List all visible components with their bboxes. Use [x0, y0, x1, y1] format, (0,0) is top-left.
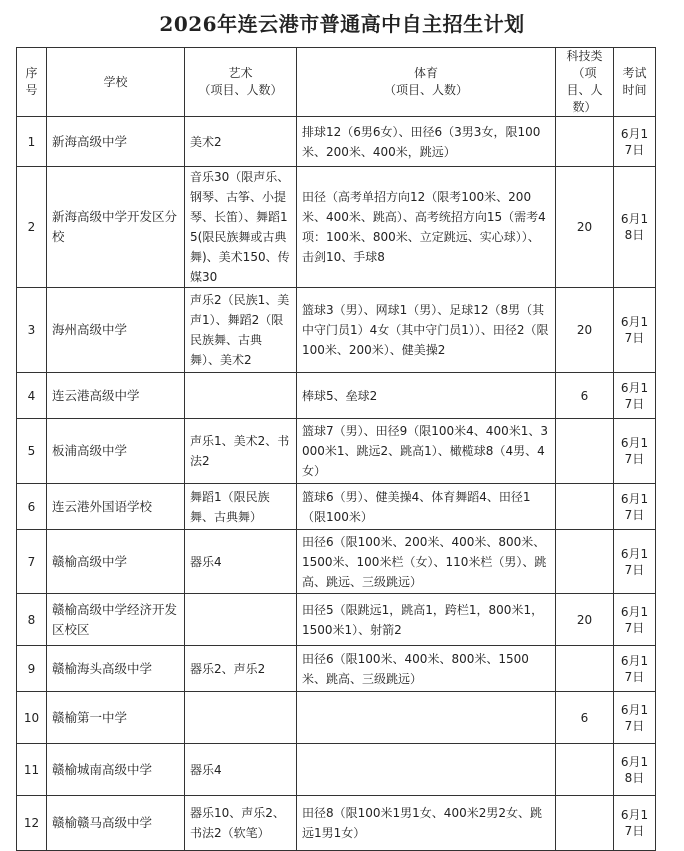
- cell-school: 新海高级中学: [47, 117, 185, 167]
- cell-sports: 排球12（6男6女）、田径6（3男3女，限100米、200米、400米，跳远）: [297, 117, 556, 167]
- cell-exam-date: 6月17日: [614, 796, 656, 851]
- cell-exam-date: 6月17日: [614, 288, 656, 373]
- cell-art: 舞蹈1（限民族舞、古典舞）: [185, 484, 297, 530]
- cell-art: 器乐2、声乐2: [185, 646, 297, 692]
- cell-sports: 田径6（限100米、400米、800米、1500米、跳高、三级跳远）: [297, 646, 556, 692]
- cell-number: 10: [17, 692, 47, 744]
- cell-sports: 篮球3（男）、网球1（男）、足球12（8男（其中守门员1）4女（其中守门员1））、田径2（限100米、200米）、健美操2: [297, 288, 556, 373]
- cell-sports: 棒球5、垒球2: [297, 373, 556, 419]
- cell-school: 赣榆高级中学经济开发区校区: [47, 594, 185, 646]
- cell-science: [556, 484, 614, 530]
- cell-number: 8: [17, 594, 47, 646]
- cell-art: 美术2: [185, 117, 297, 167]
- table-row: [17, 646, 656, 692]
- cell-art: 音乐30（限声乐、钢琴、古筝、小提琴、长笛）、舞蹈15(限民族舞或古典舞)、美术150、传媒30: [185, 167, 297, 288]
- table-row: [17, 594, 656, 646]
- cell-number: 7: [17, 530, 47, 594]
- table-row: [17, 373, 656, 419]
- cell-sports: 田径6（限100米、200米、400米、800米、1500米、100米栏（女）、110米栏（男）、跳高、跳远、三级跳远）: [297, 530, 556, 594]
- table-row: [17, 484, 656, 530]
- cell-number: 2: [17, 167, 47, 288]
- cell-number: 12: [17, 796, 47, 851]
- cell-sports: 篮球7（男）、田径9（限100米4、400米1、3000米1、跳远2、跳高1）、橄榄球8（4男、4女）: [297, 419, 556, 484]
- cell-art: 器乐10、声乐2、书法2（软笔）: [185, 796, 297, 851]
- cell-school: 赣榆海头高级中学: [47, 646, 185, 692]
- cell-science: [556, 117, 614, 167]
- cell-art: [185, 692, 297, 744]
- cell-science: 20: [556, 594, 614, 646]
- cell-art: [185, 373, 297, 419]
- cell-sports: 田径8（限100米1男1女、400米2男2女、跳远1男1女）: [297, 796, 556, 851]
- table-row: [17, 796, 656, 851]
- cell-number: 4: [17, 373, 47, 419]
- table-row: [17, 419, 656, 484]
- table-row: [17, 167, 656, 288]
- table-row: [17, 744, 656, 796]
- cell-science: [556, 419, 614, 484]
- page-title: 2026年连云港市普通高中自主招生计划: [159, 12, 525, 36]
- table-row: [17, 288, 656, 373]
- cell-art: 器乐4: [185, 744, 297, 796]
- table-row: [17, 692, 656, 744]
- cell-science: [556, 646, 614, 692]
- header-art: [185, 48, 297, 117]
- cell-art: 声乐2（民族1、美声1）、舞蹈2（限民族舞、古典舞）、美术2: [185, 288, 297, 373]
- cell-school: 赣榆高级中学: [47, 530, 185, 594]
- cell-science: 20: [556, 288, 614, 373]
- cell-science: [556, 796, 614, 851]
- header-art-label: 艺术: [228, 66, 253, 80]
- cell-art: 声乐1、美术2、书法2: [185, 419, 297, 484]
- cell-exam-date: 6月17日: [614, 594, 656, 646]
- header-sports-sub: （项目、人数）: [383, 83, 468, 97]
- cell-school: 赣榆第一中学: [47, 692, 185, 744]
- cell-exam-date: 6月17日: [614, 484, 656, 530]
- admission-plan-table: [16, 47, 656, 851]
- cell-school: 赣榆城南高级中学: [47, 744, 185, 796]
- cell-science: 6: [556, 373, 614, 419]
- header-sports: [297, 48, 556, 117]
- cell-exam-date: 6月17日: [614, 646, 656, 692]
- cell-science: 6: [556, 692, 614, 744]
- cell-exam-date: 6月17日: [614, 117, 656, 167]
- cell-exam-date: 6月17日: [614, 692, 656, 744]
- header-sports-label: 体育: [413, 66, 438, 80]
- header-sci: 科技类（项目、人数）: [556, 48, 614, 117]
- cell-exam-date: 6月18日: [614, 744, 656, 796]
- cell-number: 9: [17, 646, 47, 692]
- cell-number: 3: [17, 288, 47, 373]
- header-row: [17, 48, 656, 117]
- cell-number: 11: [17, 744, 47, 796]
- cell-school: 新海高级中学开发区分校: [47, 167, 185, 288]
- cell-school: 连云港高级中学: [47, 373, 185, 419]
- cell-school: 海州高级中学: [47, 288, 185, 373]
- cell-science: 20: [556, 167, 614, 288]
- cell-sports: [297, 744, 556, 796]
- header-school: 学校: [47, 48, 185, 117]
- cell-science: [556, 744, 614, 796]
- cell-number: 1: [17, 117, 47, 167]
- cell-sports: 田径（高考单招方向12（限考100米、200米、400米、跳高）、高考统招方向15（需考4项：100米、800米、立定跳远、实心球））、击剑10、手球8: [297, 167, 556, 288]
- table-row: [17, 117, 656, 167]
- cell-art: [185, 594, 297, 646]
- cell-school: 连云港外国语学校: [47, 484, 185, 530]
- cell-science: [556, 530, 614, 594]
- cell-exam-date: 6月17日: [614, 530, 656, 594]
- header-no: 序号: [17, 48, 47, 117]
- cell-school: 板浦高级中学: [47, 419, 185, 484]
- cell-sports: 篮球6（男）、健美操4、体育舞蹈4、田径1（限100米）: [297, 484, 556, 530]
- cell-number: 6: [17, 484, 47, 530]
- cell-school: 赣榆赣马高级中学: [47, 796, 185, 851]
- cell-sports: 田径5（限跳远1，跳高1，跨栏1，800米1，1500米1）、射箭2: [297, 594, 556, 646]
- cell-exam-date: 6月18日: [614, 167, 656, 288]
- cell-number: 5: [17, 419, 47, 484]
- cell-sports: [297, 692, 556, 744]
- header-art-sub: （项目、人数）: [198, 83, 283, 97]
- table-row: [17, 530, 656, 594]
- cell-exam-date: 6月17日: [614, 373, 656, 419]
- cell-exam-date: 6月17日: [614, 419, 656, 484]
- cell-art: 器乐4: [185, 530, 297, 594]
- table-body: [17, 117, 656, 851]
- header-date: 考试时间: [614, 48, 656, 117]
